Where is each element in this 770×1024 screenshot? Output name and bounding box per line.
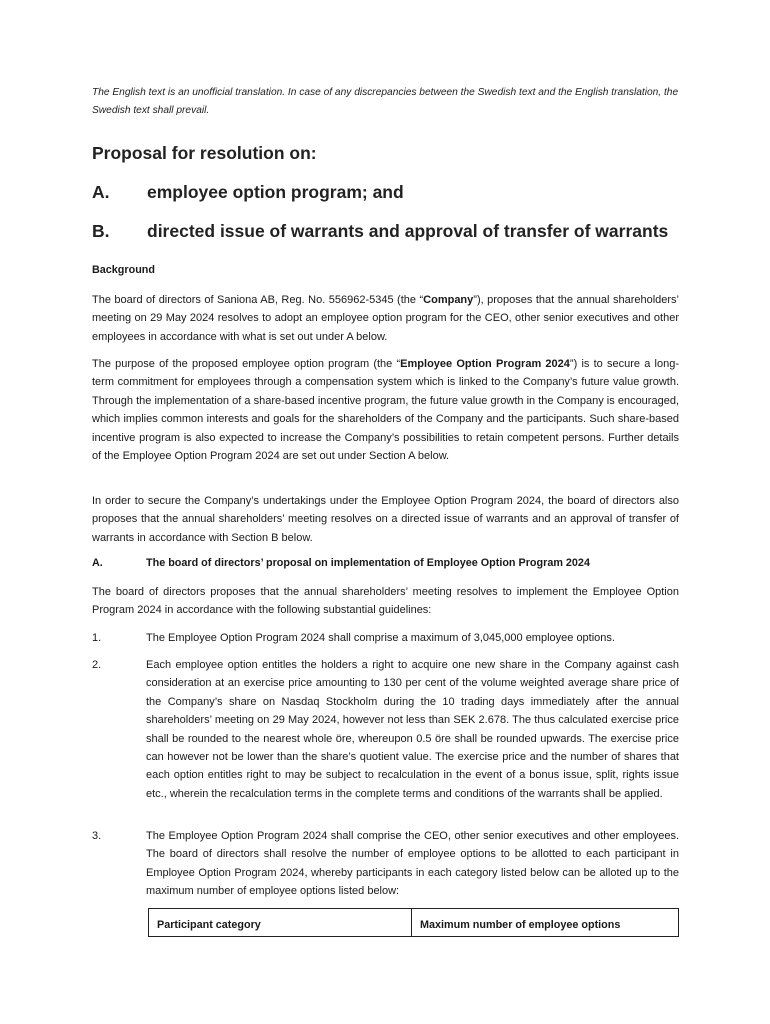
paragraph-intro-text-1: The board of directors of Saniona AB, Reg. No. 556962-5345 (the “ bbox=[92, 294, 424, 306]
table-header-participant-category: Participant category bbox=[149, 909, 412, 936]
list-item-text: The Employee Option Program 2024 shall comprise the CEO, other senior executives and other employees. The board of directors shall resolve the number of employee options to be allotted to each participant in Employee Option Program 2024, whereby participants in each category listed below can be alloted up to the maximum number of employee options listed below: bbox=[146, 830, 679, 898]
paragraph-intro bbox=[92, 291, 679, 346]
paragraph-purpose bbox=[92, 355, 679, 465]
paragraph-warrants: In order to secure the Company’s undertakings under the Employee Option Program 2024, the board of directors also proposes that the annual shareholders’ meeting resolves on a directed issue of warrants and an approval of transfer of warrants in accordance with Section B below. bbox=[92, 495, 679, 544]
background-heading: Background bbox=[92, 264, 155, 276]
list-item-text: The Employee Option Program 2024 shall comprise a maximum of 3,045,000 employee options. bbox=[146, 632, 615, 644]
translation-disclaimer: The English text is an unofficial translation. In case of any discrepancies between the Swedish text and the English translation, the Swedish text shall prevail. bbox=[92, 87, 679, 116]
heading-b-label: B. bbox=[92, 221, 110, 241]
paragraph-purpose-bold: Employee Option Program 2024 bbox=[400, 358, 570, 370]
list-item-number: 1. bbox=[92, 632, 102, 644]
paragraph-guidelines: The board of directors proposes that the annual shareholders’ meeting resolves to implement the Employee Option Program 2024 in accordance with the following substantial guidelines: bbox=[92, 586, 679, 617]
participant-table bbox=[148, 908, 679, 937]
paragraph-purpose-text-2: ”) is to secure a long-term commitment for employees through a compensation system which is linked to the Company’s future value growth. Through the implementation of a share-based incentive program, the future value growth in the Company is encouraged, which implies common interests and goals for the shareholders of the Company and the participants. Such share-based incentive program is also expected to increase the Company’s possibilities to retain competent persons. Further details of the Employee Option Program 2024 are set out under Section A below. bbox=[92, 358, 679, 463]
heading-b bbox=[92, 221, 668, 242]
paragraph-intro-bold: Company bbox=[423, 294, 474, 306]
page-title: Proposal for resolution on: bbox=[92, 143, 317, 163]
list-item-text: Each employee option entitles the holders a right to acquire one new share in the Company against cash consideration at an exercise price amounting to 130 per cent of the volume weighted average share price of the Company’s share on Nasdaq Stockholm during the 10 trading days immediately after the annual shareholders’ meeting on 29 May 2024, however not less than SEK 2.678. The thus calculated exercise price shall be rounded to the nearest whole öre, whereupon 0.5 öre shall be rounded upwards. The exercise price can however not be lower than the share’s quotient value. The exercise price and the number of shares that each option entitles right to may be subject to recalculation in the event of a bonus issue, split, rights issue etc., wherein the recalculation terms in the complete terms and conditions of the warrants shall be applied. bbox=[146, 659, 679, 800]
list-item-number: 2. bbox=[92, 659, 102, 671]
heading-a-label: A. bbox=[92, 182, 110, 202]
list-item-number: 3. bbox=[92, 830, 102, 842]
heading-b-text: directed issue of warrants and approval of transfer of warrants bbox=[147, 221, 669, 241]
heading-a bbox=[92, 182, 404, 203]
paragraph-intro-text-2: ”), proposes that the annual shareholders’ meeting on 29 May 2024 resolves to adopt an employee option program for the CEO, other senior executives and other employees in accordance with what is set out under A below. bbox=[92, 294, 679, 343]
section-a-text: The board of directors’ proposal on implementation of Employee Option Program 2024 bbox=[146, 557, 590, 569]
table-header-max-options: Maximum number of employee options bbox=[420, 919, 621, 931]
heading-a-text: employee option program; and bbox=[147, 182, 404, 202]
section-a-label: A. bbox=[92, 557, 103, 569]
paragraph-purpose-text-1: The purpose of the proposed employee option program (the “ bbox=[92, 358, 401, 370]
section-a-heading bbox=[92, 557, 590, 569]
